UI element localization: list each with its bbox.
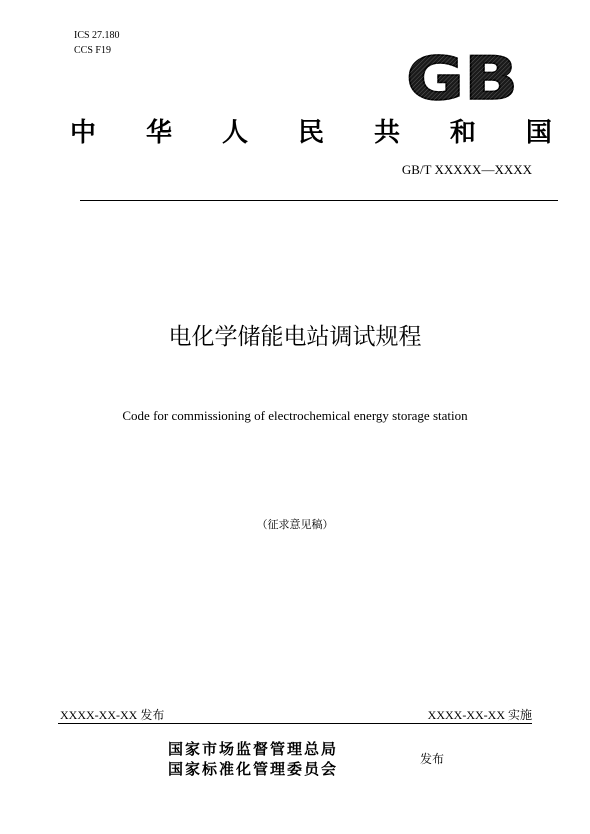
title-english: Code for commissioning of electrochemical energy storage station: [122, 408, 468, 423]
gb-logo: [403, 50, 521, 104]
country-name: [70, 112, 552, 149]
footer-divider: [58, 723, 532, 724]
country-char: 人: [221, 118, 248, 148]
ics-code: ICS 27.180: [74, 30, 120, 41]
country-char: 国: [525, 118, 552, 148]
draft-status: （征求意见稿）: [256, 518, 334, 531]
header-divider: [80, 200, 558, 201]
country-char: 华: [145, 118, 172, 148]
country-char: 共: [373, 118, 400, 148]
issuer-samr: 国家市场监督管理总局: [168, 740, 339, 758]
country-char: 中: [70, 118, 97, 148]
publish-date: XXXX-XX-XX 发布: [60, 708, 165, 722]
country-char: 和: [449, 118, 476, 148]
issued-label: 发布: [420, 752, 445, 766]
ccs-code: CCS F19: [74, 45, 111, 56]
title-chinese: 电化学储能电站调试规程: [168, 324, 422, 350]
issuer-sac: 国家标准化管理委员会: [168, 760, 339, 778]
implement-date: XXXX-XX-XX 实施: [427, 708, 532, 722]
gb-logo-text: GB: [406, 50, 518, 104]
standard-number: GB/T XXXXX—XXXX: [401, 162, 532, 177]
country-char: 民: [297, 118, 324, 148]
